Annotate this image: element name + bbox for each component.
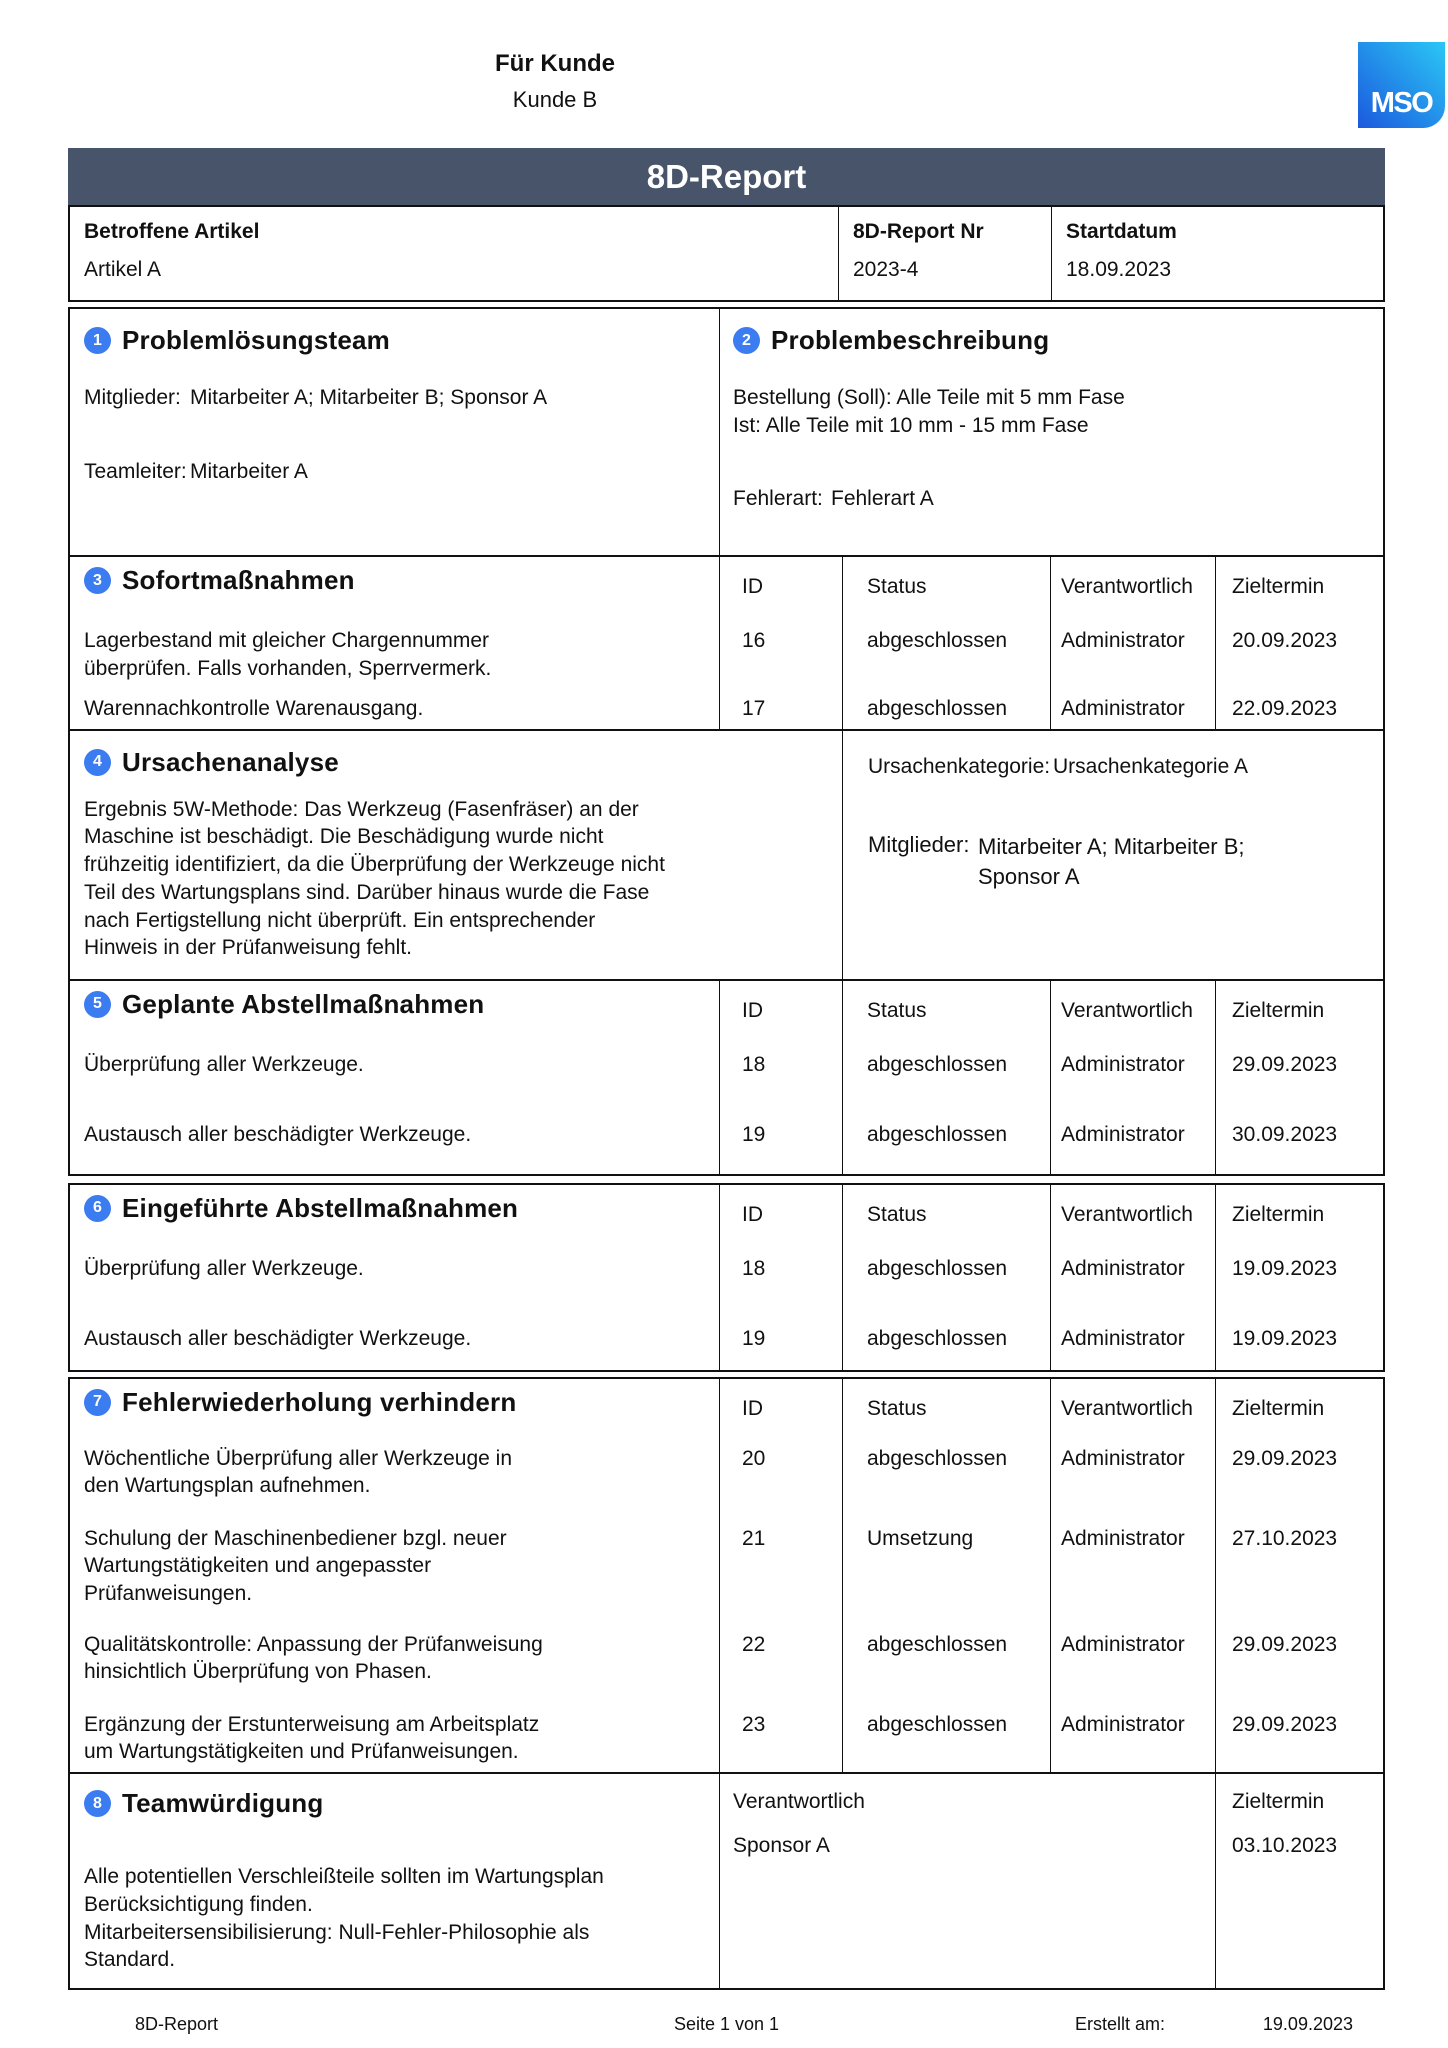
d4-members-value: Mitarbeiter A; Mitarbeiter B; Sponsor A	[978, 834, 1245, 890]
measure-status: abgeschlossen	[842, 1113, 1050, 1174]
measure-due: 29.09.2023	[1215, 1703, 1387, 1772]
d3-responsible-header: Verantwortlich	[1050, 557, 1215, 619]
measure-id: 21	[719, 1517, 842, 1623]
d6-title: Eingeführte Abstellmaßnahmen	[122, 1192, 519, 1223]
d8-heading	[84, 1788, 705, 1819]
d2-description	[733, 384, 1373, 439]
report-number-label: 8D-Report Nr	[853, 220, 984, 243]
d3-badge-icon: 3	[84, 567, 111, 594]
for-customer-label: Für Kunde	[495, 50, 615, 77]
measure-status: abgeschlossen	[842, 619, 1050, 687]
d2-soll-line: Bestellung (Soll): Alle Teile mit 5 mm Fase	[733, 386, 1125, 409]
d8-due-header: Zieltermin	[1232, 1790, 1325, 1814]
info-table	[68, 205, 1385, 302]
d8-responsible-value: Sponsor A	[733, 1833, 830, 1857]
d5-heading-cell	[70, 981, 719, 1043]
measure-id: 19	[719, 1317, 842, 1370]
measure-id: 17	[719, 687, 842, 729]
d2-badge-icon: 2	[733, 327, 760, 354]
d1-leader-row	[84, 458, 705, 546]
start-date-label: Startdatum	[1066, 220, 1177, 243]
measure-status: abgeschlossen	[842, 1703, 1050, 1772]
affected-articles-value: Artikel A	[84, 258, 162, 281]
measure-id: 16	[719, 619, 842, 687]
d4-analysis-text: Ergebnis 5W-Methode: Das Werkzeug (Fasenfräser) an der Maschine ist beschädigt. Die Beschädigung wurde nicht frühzeitig identifiziert, da die Überprüfung der Werkzeuge nicht Teil des Wartungsplans sind. Darüber hinaus wurde die Fase nach Fertigstellung nicht überprüft. Ein entsprechender Hinweis in der Prüfanweisung fehlt.	[84, 797, 665, 960]
footer-page-number: Seite 1 von 1	[673, 2014, 780, 2035]
section-d7-prevent-recurrence	[70, 1379, 1383, 1772]
prevention-table	[68, 1377, 1385, 1990]
measure-due: 29.09.2023	[1215, 1623, 1387, 1703]
d7-due-header: Zieltermin	[1215, 1379, 1387, 1437]
measure-text: Schulung der Maschinenbediener bzgl. neuer Wartungstätigkeiten und angepasster Prüfanweisungen.	[84, 1526, 507, 1606]
measure-due: 29.09.2023	[1215, 1043, 1387, 1113]
d7-heading-cell	[70, 1379, 719, 1437]
d6-status-header: Status	[842, 1185, 1050, 1247]
measure-text: Ergänzung der Erstunterweisung am Arbeitsplatz um Wartungstätigkeiten und Prüfanweisungen.	[84, 1712, 540, 1764]
implemented-actions-table	[68, 1183, 1385, 1372]
d4-heading	[84, 747, 828, 778]
d2-error-value: Fehlerart A	[831, 487, 934, 511]
d2-ist-line: Ist: Alle Teile mit 10 mm - 15 mm Fase	[733, 413, 1089, 437]
measure-id: 18	[719, 1043, 842, 1113]
d6-id-header: ID	[719, 1185, 842, 1247]
measure-responsible: Administrator	[1050, 687, 1215, 729]
measure-responsible: Administrator	[1050, 1437, 1215, 1517]
measure-responsible: Administrator	[1050, 1247, 1215, 1317]
d8-due-cell	[1215, 1774, 1387, 1988]
d6-badge-icon: 6	[84, 1195, 111, 1222]
measure-due: 19.09.2023	[1215, 1247, 1387, 1317]
d8-due-value: 03.10.2023	[1232, 1833, 1338, 1857]
measure-status: abgeschlossen	[842, 687, 1050, 729]
d7-badge-icon: 7	[84, 1389, 111, 1416]
measure-due: 30.09.2023	[1215, 1113, 1387, 1174]
d6-heading-cell	[70, 1185, 719, 1247]
start-date-value: 18.09.2023	[1066, 258, 1172, 281]
section-d4-root-cause	[70, 729, 1383, 979]
customer-name: Kunde B	[512, 87, 598, 112]
section-team-problem	[70, 309, 1383, 555]
d5-due-header: Zieltermin	[1215, 981, 1387, 1043]
d8-badge-icon: 8	[84, 1790, 111, 1817]
footer-created-label: Erstellt am:	[1075, 2014, 1166, 2035]
measure-text: Austausch aller beschädigter Werkzeuge.	[84, 1122, 472, 1146]
measure-responsible: Administrator	[1050, 1317, 1215, 1370]
mso-logo	[1358, 42, 1445, 128]
measure-id: 23	[719, 1703, 842, 1772]
measure-text: Warennachkontrolle Warenausgang.	[84, 697, 424, 720]
d5-id-header: ID	[719, 981, 842, 1043]
d1-leader-label: Teamleiter:	[84, 459, 187, 483]
d5-title: Geplante Abstellmaßnahmen	[122, 988, 485, 1019]
d8-remark-line1: Alle potentiellen Verschleißteile sollten im Wartungsplan Berücksichtigung finden.	[84, 1865, 604, 1916]
measure-id: 18	[719, 1247, 842, 1317]
measure-due: 29.09.2023	[1215, 1437, 1387, 1517]
measure-id: 22	[719, 1623, 842, 1703]
affected-articles-label: Betroffene Artikel	[84, 220, 260, 243]
d4-members-label: Mitglieder:	[868, 832, 970, 858]
d5-status-header: Status	[842, 981, 1050, 1043]
d1-title: Problemlösungsteam	[122, 325, 390, 355]
measure-text: Wöchentliche Überprüfung aller Werkzeuge in den Wartungsplan aufnehmen.	[84, 1446, 512, 1498]
section-d1-team	[70, 309, 719, 555]
d8-responsible-cell	[719, 1774, 1215, 1988]
d4-analysis-cell	[70, 731, 842, 979]
measure-responsible: Administrator	[1050, 1517, 1215, 1623]
measure-status: abgeschlossen	[842, 1623, 1050, 1703]
measure-id: 20	[719, 1437, 842, 1517]
d3-title: Sofortmaßnahmen	[122, 565, 355, 595]
d4-badge-icon: 4	[84, 749, 111, 776]
start-date-cell	[1051, 207, 1387, 300]
measure-status: abgeschlossen	[842, 1247, 1050, 1317]
d8-remark-line2: Mitarbeitersensibilisierung: Null-Fehler-Philosophie als Standard.	[84, 1920, 590, 1972]
d1-members-row	[84, 384, 705, 412]
report-number-cell	[838, 207, 1051, 300]
measure-status: abgeschlossen	[842, 1317, 1050, 1370]
d7-title: Fehlerwiederholung verhindern	[122, 1386, 517, 1417]
main-table	[68, 307, 1385, 1176]
d2-heading	[733, 325, 1373, 356]
d1-leader-value: Mitarbeiter A	[190, 459, 308, 483]
d8-title: Teamwürdigung	[122, 1788, 324, 1819]
measure-responsible: Administrator	[1050, 1043, 1215, 1113]
d8-responsible-header: Verantwortlich	[733, 1790, 865, 1814]
measure-text: Qualitätskontrolle: Anpassung der Prüfanweisung hinsichtlich Überprüfung von Phasen.	[84, 1632, 543, 1684]
d4-category-cell	[842, 731, 1387, 979]
d1-members-value: Mitarbeiter A; Mitarbeiter B; Sponsor A	[190, 386, 548, 409]
report-title: 8D-Report	[646, 157, 807, 195]
section-d5-planned-actions	[70, 979, 1383, 1174]
d7-id-header: ID	[719, 1379, 842, 1437]
measure-due: 27.10.2023	[1215, 1517, 1387, 1623]
page-footer	[68, 2014, 1385, 2044]
section-d2-problem	[719, 309, 1387, 555]
measure-text: Überprüfung aller Werkzeuge.	[84, 1256, 364, 1280]
d5-badge-icon: 5	[84, 991, 111, 1018]
measure-due: 19.09.2023	[1215, 1317, 1387, 1370]
measure-responsible: Administrator	[1050, 619, 1215, 687]
d8-remarks	[84, 1863, 619, 1974]
d1-badge-icon: 1	[84, 327, 111, 354]
d4-category-value: Ursachenkategorie A	[1053, 754, 1248, 778]
measure-due: 22.09.2023	[1215, 687, 1387, 729]
d2-error-row	[733, 485, 1373, 513]
affected-articles-cell	[70, 207, 838, 300]
measure-status: abgeschlossen	[842, 1043, 1050, 1113]
mso-logo-text: MSO	[1370, 87, 1433, 119]
d1-heading	[84, 325, 705, 356]
d3-id-header: ID	[719, 557, 842, 619]
d2-title: Problembeschreibung	[771, 325, 1050, 355]
d5-responsible-header: Verantwortlich	[1050, 981, 1215, 1043]
customer-block	[495, 50, 615, 113]
d1-members-label: Mitglieder:	[84, 386, 181, 409]
footer-doc-name: 8D-Report	[135, 2014, 219, 2035]
measure-text: Überprüfung aller Werkzeuge.	[84, 1052, 364, 1076]
measure-id: 19	[719, 1113, 842, 1174]
d4-category-row	[868, 753, 1377, 781]
d4-members-row	[868, 832, 1377, 891]
report-title-bar	[68, 148, 1385, 205]
d8-text-cell	[70, 1774, 719, 1988]
d4-title: Ursachenanalyse	[122, 746, 339, 777]
d6-due-header: Zieltermin	[1215, 1185, 1387, 1247]
section-d8-team-recognition	[70, 1772, 1383, 1988]
d2-error-label: Fehlerart:	[733, 487, 823, 511]
section-d3-immediate-actions	[70, 555, 1383, 729]
measure-status: abgeschlossen	[842, 1437, 1050, 1517]
d3-due-header: Zieltermin	[1215, 557, 1387, 619]
d7-status-header: Status	[842, 1379, 1050, 1437]
measure-due: 20.09.2023	[1215, 619, 1387, 687]
d3-heading-cell	[70, 557, 719, 619]
document-header	[0, 0, 1448, 148]
d7-responsible-header: Verantwortlich	[1050, 1379, 1215, 1437]
section-d6-implemented-actions	[70, 1185, 1383, 1370]
measure-responsible: Administrator	[1050, 1113, 1215, 1174]
measure-text: Lagerbestand mit gleicher Chargennummer überprüfen. Falls vorhanden, Sperrvermerk.	[84, 629, 492, 680]
measure-status: Umsetzung	[842, 1517, 1050, 1623]
d6-responsible-header: Verantwortlich	[1050, 1185, 1215, 1247]
measure-responsible: Administrator	[1050, 1623, 1215, 1703]
measure-responsible: Administrator	[1050, 1703, 1215, 1772]
d4-category-label: Ursachenkategorie:	[868, 754, 1051, 778]
d3-status-header: Status	[842, 557, 1050, 619]
measure-text: Austausch aller beschädigter Werkzeuge.	[84, 1326, 472, 1350]
footer-created-date: 19.09.2023	[1262, 2014, 1353, 2035]
report-number-value: 2023-4	[853, 258, 919, 281]
